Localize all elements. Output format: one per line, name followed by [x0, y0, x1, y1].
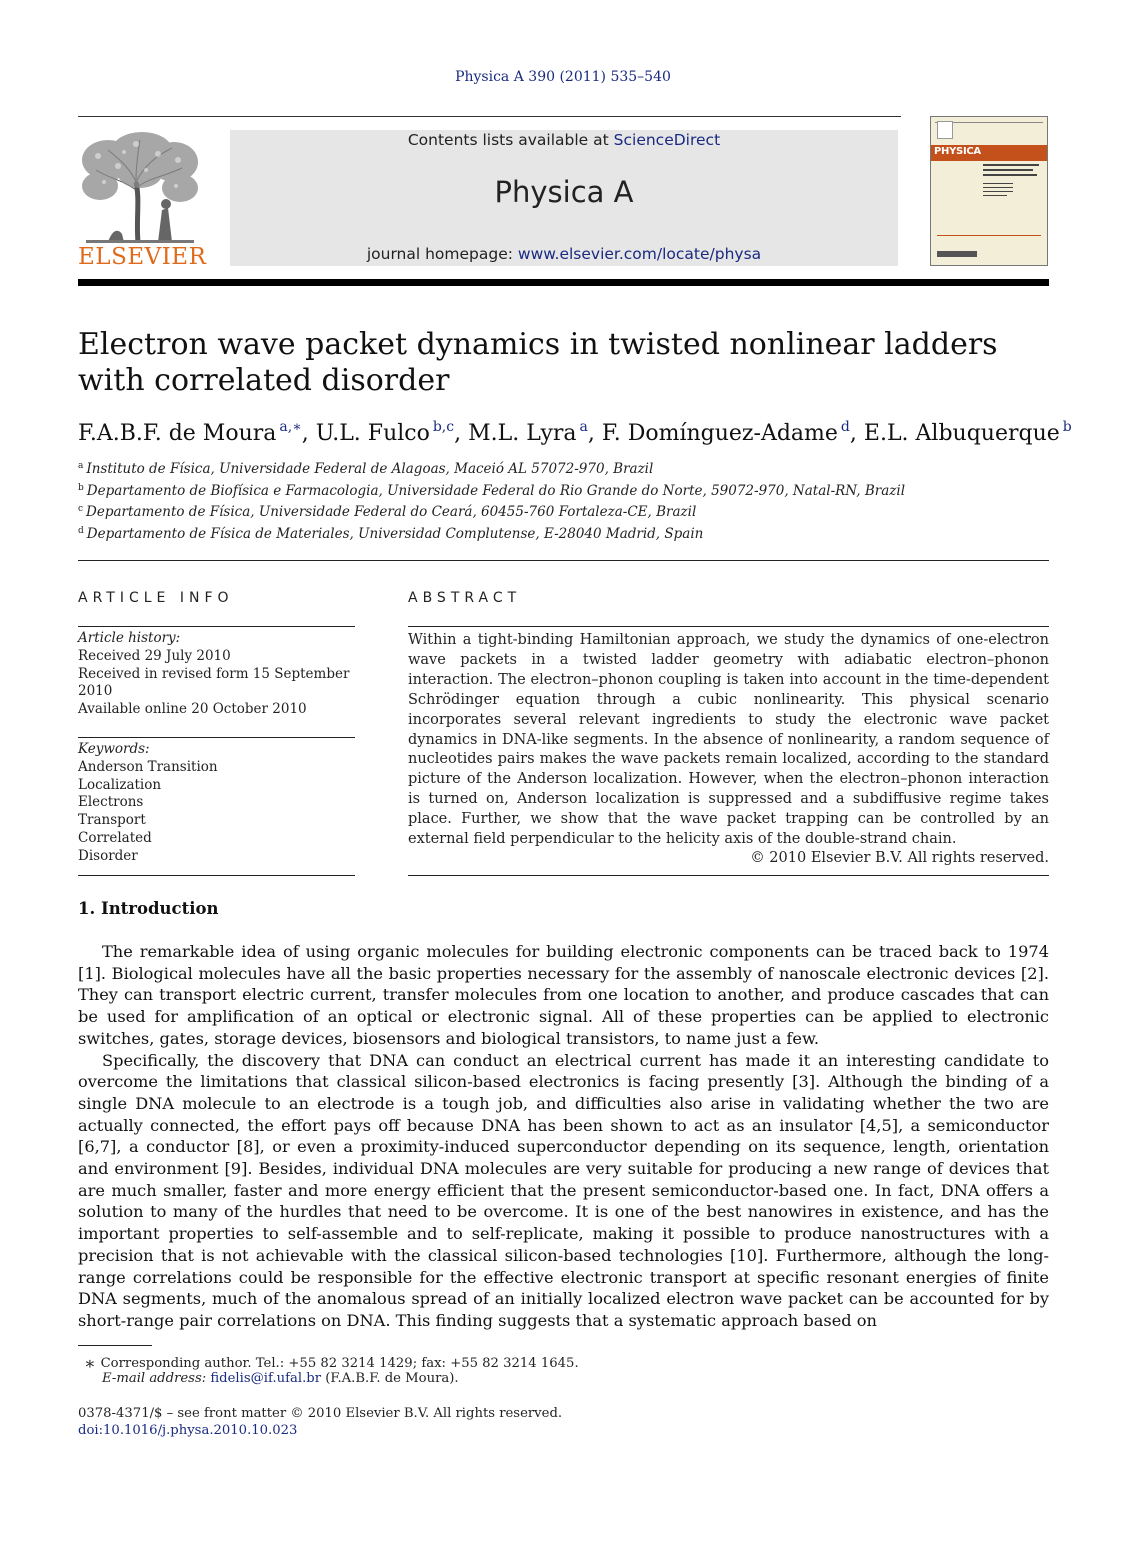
elsevier-logo-text: ELSEVIER	[78, 244, 207, 270]
front-matter-line: 0378-4371/$ – see front matter © 2010 Elsevier B.V. All rights reserved.	[78, 1406, 563, 1421]
author-name: F.A.B.F. de Moura	[78, 421, 277, 446]
abstract-copyright: © 2010 Elsevier B.V. All rights reserved.	[750, 850, 1049, 866]
abstract-heading: ABSTRACT	[408, 590, 522, 606]
keyword: Transport	[78, 812, 146, 829]
article-info-rule	[78, 875, 355, 876]
keyword: Disorder	[78, 847, 138, 864]
introduction-body	[78, 941, 1049, 1332]
article-info-heading: ARTICLE INFO	[78, 590, 234, 606]
article-history	[78, 630, 355, 719]
footnote-star: ∗	[84, 1354, 96, 1374]
article-info-rule	[78, 626, 355, 627]
doi-link[interactable]: doi:10.1016/j.physa.2010.10.023	[78, 1423, 298, 1438]
homepage-line	[230, 245, 898, 263]
cover-emblem	[937, 121, 953, 139]
keywords-block	[78, 741, 355, 866]
author-affiliation-mark[interactable]: a	[579, 419, 588, 435]
history-line: Received in revised form 15 September	[78, 665, 350, 682]
keywords-label: Keywords:	[78, 741, 150, 757]
affiliation-c	[78, 504, 1049, 520]
homepage-link[interactable]: www.elsevier.com/locate/physa	[517, 245, 762, 263]
abstract-text: Within a tight-binding Hamiltonian approach, we study the dynamics of one-electron wave packets in a twisted ladder geometry with adiabatic electron–phonon interaction. The electron–phonon coupling is taken into account in the time-dependent Schrödinger equation through a cubic nonlinearity. This physical scenario incorporates several relevant ingredients to study the electronic wave packet dynamics in DNA-like segments. In the absence of nonlinearity, a random sequence of nucleotides pairs makes the wave packets remain localized, according to the standard picture of the Anderson localization. However, when the electron–phonon interaction is turned on, Anderson localization is suppressed and a subdiffusive regime takes place. Further, we show that the wave packet trapping can be controlled by an external field perpendicular to the helicity axis of the double-strand chain.	[408, 632, 1049, 848]
author-affiliation-mark[interactable]: d	[840, 419, 850, 435]
affiliation-text: Departamento de Biofísica e Farmacologia, Universidade Federal do Rio Grande do Norte, 59072-970, Natal-RN, Brazil	[86, 483, 906, 499]
affiliation-d	[78, 526, 1049, 542]
cover-text-line	[983, 191, 1013, 192]
author-name: U.L. Fulco	[315, 421, 430, 446]
corresponding-author-footnote	[84, 1352, 579, 1372]
abstract-rule	[408, 875, 1049, 876]
affiliation-b	[78, 483, 1049, 499]
history-line: Received 29 July 2010	[78, 647, 231, 664]
abstract-rule	[408, 626, 1049, 627]
footnote-rule	[78, 1345, 152, 1346]
author-affiliation-mark[interactable]: b,c	[432, 419, 455, 435]
header-thick-rule	[78, 279, 1049, 286]
journal-name: Physica A	[494, 175, 634, 209]
sciencedirect-link[interactable]: ScienceDirect	[613, 131, 721, 149]
cover-text-line	[983, 169, 1033, 171]
author-separator: ,	[454, 421, 469, 446]
paragraph: Specifically, the discovery that DNA can conduct an electrical current has made it an interesting candidate to overcome the limitations that classical silicon-based electronics is facing presently [3]. Although the binding of a single DNA molecule to an electrode is a tough job, and difficulties also arise in validating whether the two are actually connected, the effort pays off because DNA has been shown to act as an insulator [4,5], a semiconductor [6,7], a conductor [8], or even a proximity-induced superconductor depending on its sequence, length, orientation and environment [9]. Besides, individual DNA molecules are very suitable for producing a new range of devices that are much smaller, faster and more energy efficient that the present semiconductor-based one. In fact, DNA offers a solution to many of the hurdles that need to be overcome. It is one of the best nanowires in existence, and has the important properties to self-assemble and to self-replicate, making it possible to produce nanostructures with a precision that is not achievable with the classical silicon-based technologies [10]. Furthermore, although the long-range correlations could be responsible for the effective electronic transport at specific resonant energies of finite DNA segments, much of the anomalous spread of an initially localized electron wave packet can be accounted for by short-range pair correlations on DNA. This finding suggests that a systematic approach based on	[78, 1050, 1049, 1330]
cover-text-line	[983, 195, 1007, 196]
affiliation-text: Departamento de Física, Universidade Federal do Ceará, 60455-760 Fortaleza-CE, Brazil	[86, 504, 697, 520]
cover-text-line	[983, 164, 1039, 166]
homepage-prefix: journal homepage:	[366, 245, 518, 263]
affiliation-text: Departamento de Física de Materiales, Universidad Complutense, E-28040 Madrid, Spain	[86, 526, 704, 542]
contents-line	[230, 131, 898, 149]
author-affiliation-mark[interactable]: b	[1062, 419, 1072, 435]
author-name: M.L. Lyra	[468, 421, 577, 446]
affiliation-a	[78, 461, 1049, 477]
author-separator: ,	[301, 421, 316, 446]
journal-citation[interactable]: Physica A 390 (2011) 535–540	[455, 69, 671, 85]
keyword: Localization	[78, 776, 162, 793]
author-affiliation-mark[interactable]: a,∗	[279, 419, 302, 435]
cover-text-line	[983, 187, 1013, 188]
author-name: E.L. Albuquerque	[863, 421, 1060, 446]
corresponding-text: Corresponding author. Tel.: +55 82 3214 1429; fax: +55 82 3214 1645.	[100, 1356, 579, 1371]
affiliations-rule	[78, 560, 1049, 561]
email-link[interactable]: fidelis@if.ufal.br	[210, 1371, 322, 1386]
affiliation-text: Instituto de Física, Universidade Federal de Alagoas, Maceió AL 57072-970, Brazil	[86, 461, 654, 477]
keyword: Anderson Transition	[78, 758, 218, 775]
paragraph: The remarkable idea of using organic molecules for building electronic components can be traced back to 1974 [1]. Biological molecules have all the basic properties necessary for the assembly of nanoscale electronic devices [2]. They can transport electric current, transfer molecules from one location to another, and produce cascades that can be used for amplification of an optical or electronic signal. All of these properties can be applied to electronic switches, gates, storage devices, biosensors and biological transistors, to name just a few.	[78, 942, 1049, 1048]
email-footnote	[102, 1371, 459, 1386]
email-owner: (F.A.B.F. de Moura).	[321, 1371, 459, 1386]
affiliation-mark: b	[78, 483, 84, 493]
history-line: Available online 20 October 2010	[78, 701, 307, 718]
affiliation-mark: c	[78, 504, 84, 514]
history-label: Article history:	[78, 630, 181, 646]
cover-title: PHYSICA	[934, 146, 981, 157]
contents-prefix: Contents lists available at	[407, 131, 614, 149]
affiliation-mark: d	[78, 526, 84, 536]
cover-sciencedirect-mark	[937, 251, 977, 257]
section-heading-introduction: 1. Introduction	[78, 899, 219, 918]
keyword: Electrons	[78, 794, 144, 811]
header-top-rule	[78, 116, 901, 117]
author-list	[78, 419, 1072, 446]
email-label: E-mail address:	[102, 1371, 207, 1386]
author-separator: ,	[849, 421, 864, 446]
history-line: 2010	[78, 683, 113, 700]
journal-cover-thumbnail[interactable]	[930, 116, 1048, 266]
cover-bottom-rule	[937, 235, 1041, 236]
cover-text-line	[983, 183, 1013, 184]
article-info-rule	[78, 737, 355, 738]
cover-text-line	[983, 174, 1037, 176]
author-name: F. Domínguez-Adame	[601, 421, 838, 446]
article-title: Electron wave packet dynamics in twisted nonlinear ladders with correlated disorder	[78, 327, 998, 398]
author-separator: ,	[587, 421, 602, 446]
affiliation-mark: a	[78, 461, 84, 471]
keyword: Correlated	[78, 829, 152, 846]
